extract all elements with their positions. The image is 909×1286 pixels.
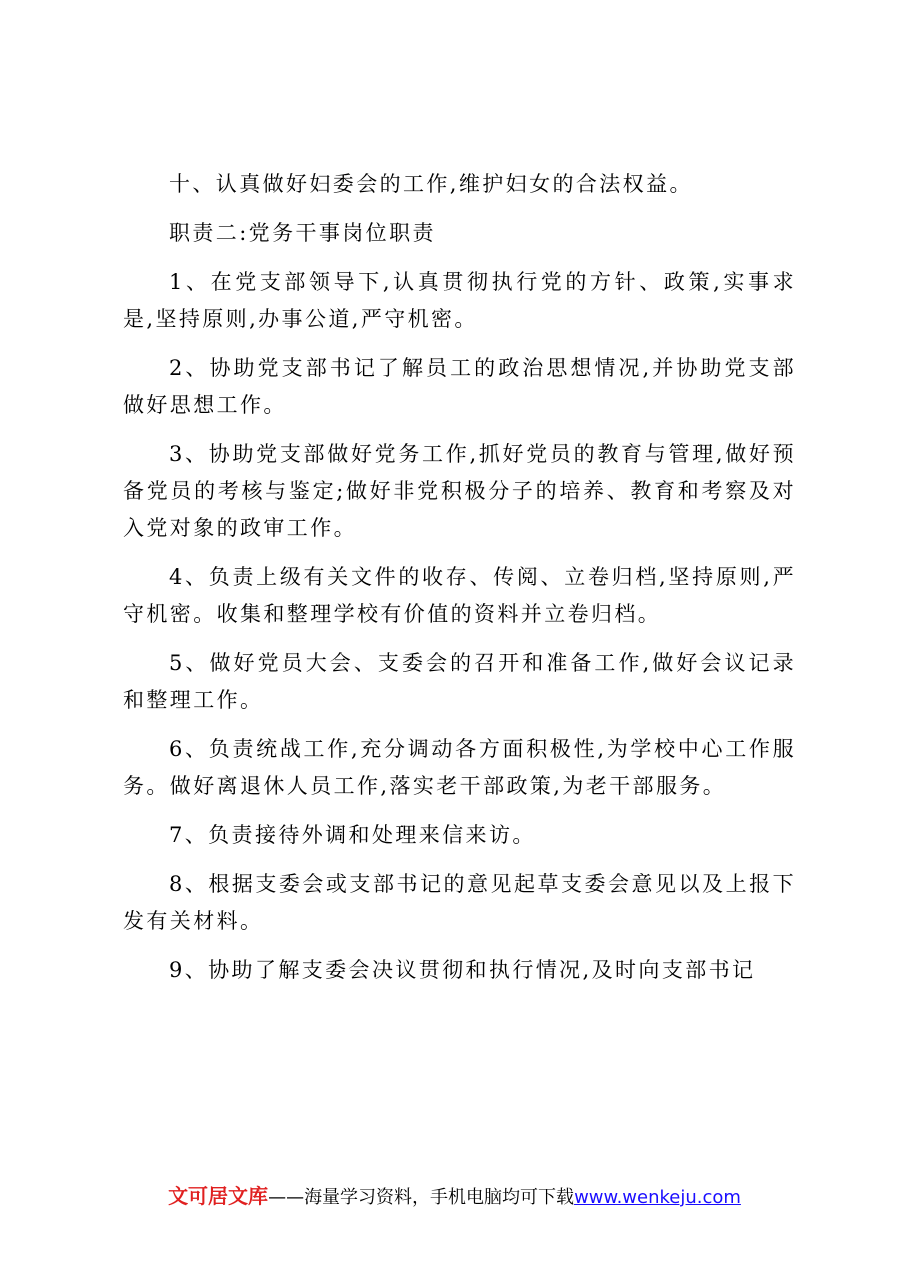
brand-name: 文可居文库 [168, 1184, 269, 1208]
duty-item-1: 1、在党支部领导下,认真贯彻执行党的方针、政策,实事求是,坚持原则,办事公道,严守机密。 [123, 270, 796, 331]
duty-item-2: 2、协助党支部书记了解员工的政治思想情况,并协助党支部做好思想工作。 [123, 356, 796, 417]
paragraph-item-10: 十、认真做好妇委会的工作,维护妇女的合法权益。 [169, 172, 693, 196]
footer-slogan: ——海量学习资料，手机电脑均可下载 [268, 1187, 575, 1208]
duty-item-3: 3、协助党支部做好党务工作,抓好党员的教育与管理,做好预备党员的考核与鉴定;做好非党积极分子的培养、教育和考察及对入党对象的政审工作。 [123, 442, 796, 540]
section-heading: 职责二:党务干事岗位职责 [169, 221, 436, 245]
duty-item-5: 5、做好党员大会、支委会的召开和准备工作,做好会议记录和整理工作。 [123, 651, 796, 712]
document-body [123, 166, 796, 1001]
duty-item-6: 6、负责统战工作,充分调动各方面积极性,为学校中心工作服务。做好离退休人员工作,落实老干部政策,为老干部服务。 [123, 737, 796, 798]
duty-item-7: 7、负责接待外调和处理来信来访。 [169, 823, 536, 847]
footer-banner [0, 1180, 909, 1209]
duty-item-4: 4、负责上级有关文件的收存、传阅、立卷归档,坚持原则,严守机密。收集和整理学校有价值的资料并立卷归档。 [123, 565, 796, 626]
duty-item-8: 8、根据支委会或支部书记的意见起草支委会意见以及上报下发有关材料。 [123, 872, 796, 933]
duty-item-9: 9、协助了解支委会决议贯彻和执行情况,及时向支部书记 [169, 958, 756, 982]
website-link[interactable]: www.wenkeju.com [574, 1187, 741, 1208]
